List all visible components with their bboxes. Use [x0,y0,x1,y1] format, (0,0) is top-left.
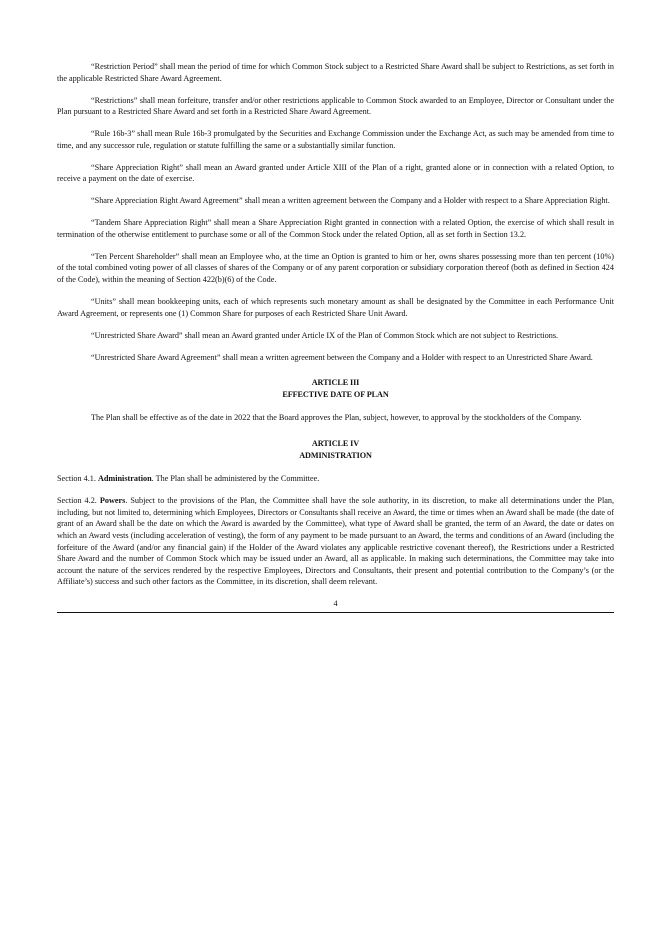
definition-restriction-period: “Restriction Period” shall mean the period of time for which Common Stock subject to a Restricted Share Award shall be subject to Restrictions, as set forth in the applicable Restricted Share Award Agreement. [57,62,614,83]
article-3-number: ARTICLE III [311,378,360,388]
section-4-2-body: . Subject to the provisions of the Plan, the Committee shall have the sole authority, in its discretion, to make all determinations under the Plan, including, but not limited to, determining which Employees, Directors or Consultants shall receive an Award, the time or times when an Award shall be made (the date of grant of an Award shall be the date on which the Award is awarded by the Committee), what type of Award shall be granted, the term of an Award, the date or dates on which an Award vests (including acceleration of vesting), the form of any payment to be made pursuant to an Award, the terms and conditions of an Award (including the forfeiture of the Award (and/or any financial gain) if the Holder of the Award violates any applicable restrictive covenant thereof), the Restrictions under a Restricted Share Award and the number of Common Stock which may be issued under an Award, all as applicable. In making such determinations, the Committee may take into account the nature of the services rendered by the respective Employees, Directors and Consultants, their present and potential contribution to the Company’s (or the Affiliate’s) success and such other factors as the Committee, in its discretion, shall deem relevant. [57,496,614,587]
section-4-1 [57,473,614,485]
definition-rule-16b-3: “Rule 16b-3” shall mean Rule 16b-3 promulgated by the Securities and Exchange Commission under the Exchange Act, as such may be amended from time to time, and any successor rule, regulation or statute fulfilling the same or a substantially similar function. [57,129,614,150]
definition-restrictions: “Restrictions” shall mean forfeiture, transfer and/or other restrictions applicable to Common Stock awarded to an Employee, Director or Consultant under the Plan pursuant to a Restricted Share Award and set forth in a Restricted Share Award Agreement. [57,95,614,117]
article-4-number: ARTICLE IV [311,438,360,448]
definition-share-appreciation-right: “Share Appreciation Right” shall mean an Award granted under Article XIII of the Plan of a right, granted alone or in connection with a related Option, to receive a payment on the date of exercise. [57,162,614,184]
definition-sar-award-agreement: “Share Appreciation Right Award Agreement” shall mean a written agreement between the Company and a Holder with respect to a Share Appreciation Right. [91,196,610,206]
definition-unrestricted-share-award-agreement: “Unrestricted Share Award Agreement” shall mean a written agreement between the Company and a Holder with respect to an Unrestricted Share Award. [91,352,593,362]
article-3-body: The Plan shall be effective as of the date in 2022 that the Board approves the Plan, subject, however, to approval by the stockholders of the Company. [91,413,582,423]
section-4-2-prefix: Section 4.2. [57,496,100,506]
article-3-title: EFFECTIVE DATE OF PLAN [282,389,389,399]
article-4-title: ADMINISTRATION [299,450,372,460]
definition-unrestricted-share-award: “Unrestricted Share Award” shall mean an Award granted under Article IX of the Plan of Common Stock which are not subject to Restrictions. [91,330,559,340]
page-content [57,61,614,610]
page-number: 4 [333,599,338,609]
section-4-2-title: Powers [99,496,126,506]
section-4-1-title: Administration [97,474,152,484]
section-4-2 [57,495,614,588]
footer-rule [57,612,614,613]
definition-tandem-sar: “Tandem Share Appreciation Right” shall mean a Share Appreciation Right granted in connection with a related Option, the exercise of which shall result in termination of the otherwise entitlement to purchase some or all of the Common Stock under the related Option, all as set forth in Section 13.2. [57,218,614,239]
definition-units: “Units” shall mean bookkeeping units, each of which represents such monetary amount as shall be designated by the Committee in each Performance Unit Award Agreement, or represents one (1) Common Share for purposes of each Restricted Share Unit Award. [57,297,614,318]
article-3-heading [57,377,614,400]
section-4-1-prefix: Section 4.1. [57,474,98,484]
section-4-1-body: . The Plan shall be administered by the Committee. [151,474,320,484]
definition-ten-percent-shareholder: “Ten Percent Shareholder” shall mean an Employee who, at the time an Option is granted to him or her, owns shares possessing more than ten percent (10%) of the total combined voting power of all classes of shares of the Company or of any parent corporation or subsidiary corporation thereof (both as defined in Section 424 of the Code), within the meaning of Section 422(b)(6) of the Code. [57,251,614,285]
article-4-heading [57,438,614,461]
